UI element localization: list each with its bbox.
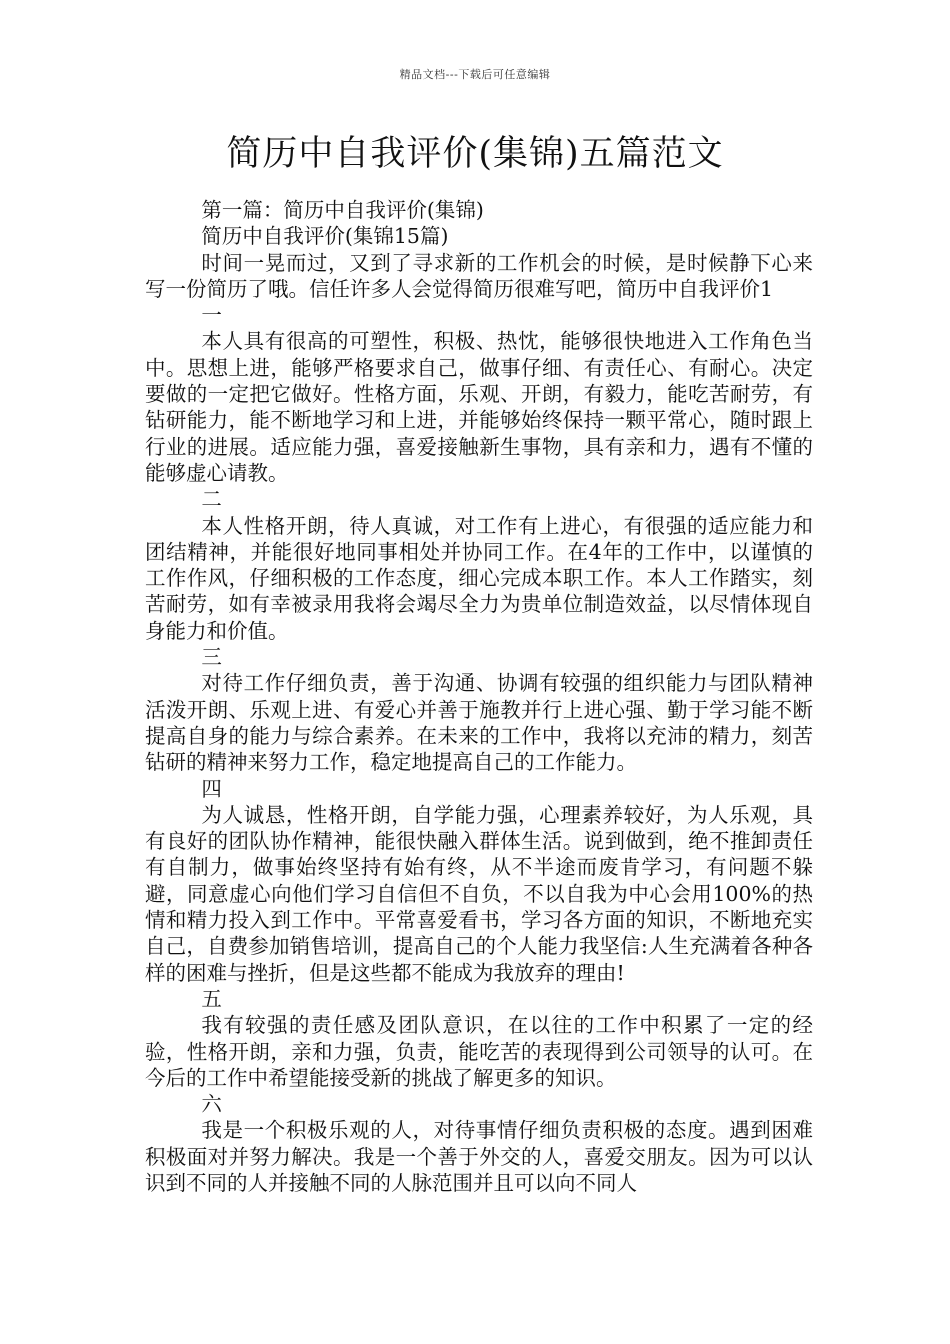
section-paragraph-1: 本人具有很高的可塑性，积极、热忱，能够很快地进入工作角色当中。思想上进，能够严格要求自己，做事仔细、有责任心、有耐心。决定要做的一定把它做好。性格方面，乐观、开朗，有毅力，能吃苦耐劳，有钻研能力，能不断地学习和上进，并能够始终保持一颗平常心，随时跟上行业的进展。适应能力强，喜爱接触新生事物，具有亲和力，遇有不懂的能够虚心请教。 [145,329,813,485]
document-title: 简历中自我评价(集锦)五篇范文 [226,134,724,174]
section-label-2: 二 [201,487,222,512]
section-label-1: 一 [201,303,222,328]
document-body [145,197,813,1196]
subtitle: 简历中自我评价(集锦15篇) [201,224,449,249]
chapter-heading: 第一篇：简历中自我评价(集锦) [201,198,484,222]
section-label-3: 三 [201,645,222,670]
page-header-note: 精品文档---下载后可任意编辑 [399,68,551,81]
section-paragraph-5: 我有较强的责任感及团队意识，在以往的工作中积累了一定的经验，性格开朗，亲和力强，负责，能吃苦的表现得到公司领导的认可。在今后的工作中希望能接受新的挑战了解更多的知识。 [145,1013,813,1090]
section-paragraph-2: 本人性格开朗，待人真诚，对工作有上进心，有很强的适应能力和团结精神，并能很好地同事相处并协同工作。在4年的工作中，以谨慎的工作作风，仔细积极的工作态度，细心完成本职工作。本人工作踏实，刻苦耐劳，如有幸被录用我将会竭尽全力为贵单位制造效益，以尽情体现自身能力和价值。 [145,513,813,643]
section-label-6: 六 [201,1092,222,1117]
section-label-5: 五 [201,986,222,1011]
section-paragraph-4: 为人诚恳，性格开朗，自学能力强，心理素养较好，为人乐观，具有良好的团队协作精神，能很快融入群体生活。说到做到，绝不推卸责任有自制力，做事始终坚持有始有终，从不半途而废肯学习，有问题不躲避，同意虚心向他们学习自信但不自负，不以自我为中心会用100%的热情和精力投入到工作中。平常喜爱看书，学习各方面的知识，不断地充实自己，自费参加销售培训，提高自己的个人能力我坚信:人生充满着各种各样的困难与挫折，但是这些都不能成为我放弃的理由! [145,802,813,985]
section-label-4: 四 [201,776,222,801]
section-paragraph-6: 我是一个积极乐观的人，对待事情仔细负责积极的态度。遇到困难积极面对并努力解决。我是一个善于外交的人，喜爱交朋友。因为可以认识到不同的人并接触不同的人脉范围并且可以向不同人 [145,1118,813,1195]
intro-paragraph: 时间一晃而过，又到了寻求新的工作机会的时候，是时候静下心来写一份简历了哦。信任许多人会觉得简历很难写吧，简历中自我评价1 [145,250,813,301]
section-paragraph-3: 对待工作仔细负责，善于沟通、协调有较强的组织能力与团队精神活泼开朗、乐观上进、有爱心并善于施教并行上进心强、勤于学习能不断提高自身的能力与综合素养。在未来的工作中，我将以充沛的精力，刻苦钻研的精神来努力工作，稳定地提高自己的工作能力。 [145,671,813,775]
